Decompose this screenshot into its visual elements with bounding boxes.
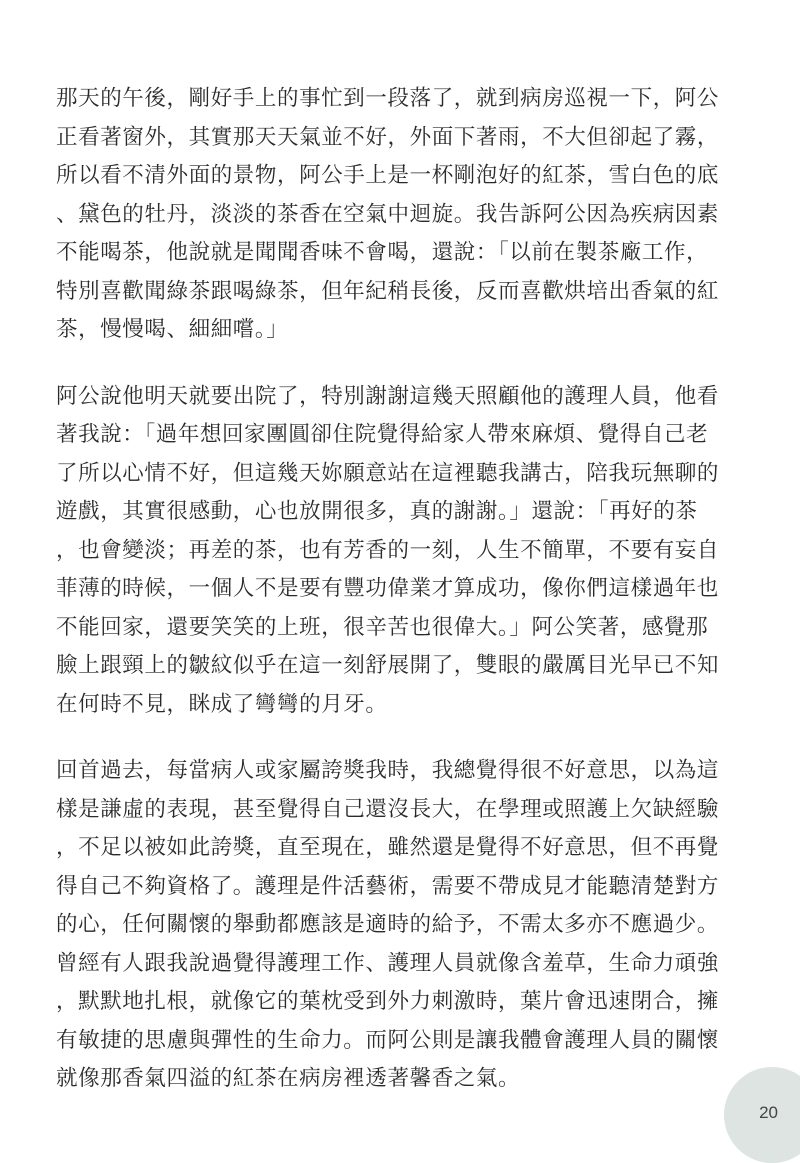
paragraph-1 [56, 80, 746, 350]
paragraph-3 [56, 752, 746, 1099]
page-number: 20 [759, 1103, 778, 1122]
text-line: 的心，任何關懷的舉動都應該是適時的給予，不需太多亦不應過少。 [56, 912, 720, 937]
text-line: 曾經有人跟我說過覺得護理工作、護理人員就像含羞草，生命力頑強 [56, 950, 720, 976]
text-line: 阿公說他明天就要出院了，特別謝謝這幾天照顧他的護理人員，他看 [56, 383, 720, 409]
text-line: 在何時不見，眯成了彎彎的月牙。 [56, 691, 388, 717]
text-line: 、黛色的牡丹，淡淡的茶香在空氣中迴旋。我告訴阿公因為疾病因素 [56, 201, 720, 227]
text-line: 特別喜歡聞綠茶跟喝綠茶，但年紀稍長後，反而喜歡烘培出香氣的紅 [56, 278, 720, 304]
text-line: 得自己不夠資格了。護理是件活藝術，需要不帶成見才能聽清楚對方 [56, 873, 720, 899]
article-body [56, 80, 746, 1127]
text-line: 樣是謙虛的表現，甚至覺得自己還沒長大，在學理或照護上欠缺經驗 [56, 796, 720, 822]
text-line: 那天的午後，剛好手上的事忙到一段落了，就到病房巡視一下，阿公 [56, 86, 720, 111]
text-line: 遊戲，其實很感動，心也放開很多，真的謝謝。」還說：「再好的茶 [56, 499, 698, 524]
text-line: 臉上跟頸上的皺紋似乎在這一刻舒展開了，雙眼的嚴厲目光早已不知 [56, 653, 720, 678]
paragraph-2 [56, 378, 746, 725]
text-line: 正看著窗外，其實那天天氣並不好，外面下著雨，不大但卻起了霧， [56, 124, 720, 150]
text-line: 茶，慢慢喝、細細嚐。」 [56, 317, 289, 342]
text-line: 了所以心情不好，但這幾天妳願意站在這裡聽我講古，陪我玩無聊的 [56, 460, 720, 486]
text-line: 不能回家，還要笑笑的上班，很辛苦也很偉大。」阿公笑著，感覺那 [56, 614, 709, 640]
text-line: ，默默地扎根，就像它的葉枕受到外力刺激時，葉片會迅速閉合，擁 [56, 989, 720, 1014]
text-line: 著我說：「過年想回家團圓卻住院覺得給家人帶來麻煩、覺得自己老 [56, 422, 709, 447]
text-line: 所以看不清外面的景物，阿公手上是一杯剛泡好的紅茶，雪白色的底 [56, 163, 720, 188]
text-line: 回首過去，每當病人或家屬誇獎我時，我總覺得很不好意思，以為這 [56, 758, 720, 783]
text-line: 菲薄的時候，一個人不是要有豐功偉業才算成功，像你們這樣過年也 [56, 576, 720, 601]
text-line: ，也會變淡；再差的茶，也有芳香的一刻，人生不簡單，不要有妄自 [56, 537, 720, 563]
text-line: 就像那香氣四溢的紅茶在病房裡透著馨香之氣。 [56, 1066, 521, 1091]
text-line: ，不足以被如此誇獎，直至現在，雖然還是覺得不好意思，但不再覺 [56, 835, 720, 860]
text-line: 不能喝茶，他說就是聞聞香味不會喝，還說：「以前在製茶廠工作， [56, 240, 709, 265]
text-line: 有敏捷的思慮與彈性的生命力。而阿公則是讓我體會護理人員的關懷 [56, 1027, 720, 1053]
